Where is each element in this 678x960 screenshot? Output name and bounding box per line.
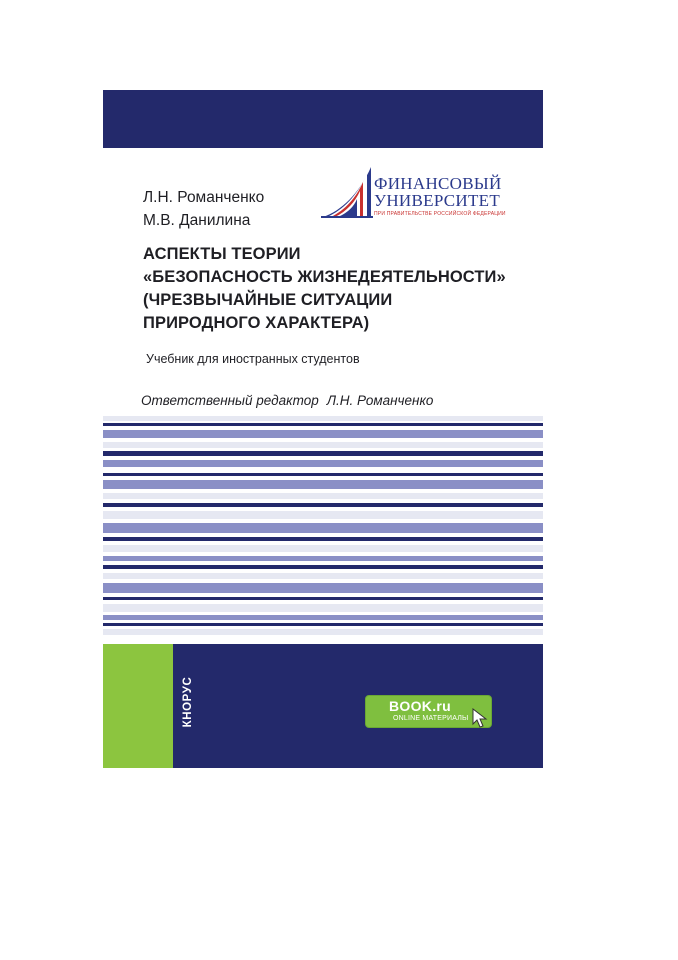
stripe [103,503,543,507]
editor-label: Ответственный редактор [141,393,319,408]
stripe [103,493,543,499]
badge-subtitle: ONLINE МАТЕРИАЛЫ [393,715,469,722]
stripe [103,629,543,635]
stripe [103,573,543,579]
stripe [103,537,543,541]
title-line-3: (ЧРЕЗВЫЧАЙНЫЕ СИТУАЦИИ [143,291,393,309]
green-block [103,644,173,768]
cursor-icon [471,708,489,730]
editor-credit [141,393,433,408]
university-logo [321,164,511,220]
author-1: Л.Н. Романченко [143,189,265,206]
logo-emblem-icon [321,164,381,220]
stripe [103,556,543,561]
editor-name: Л.Н. Романченко [326,393,434,408]
stripe [103,423,543,426]
subtitle: Учебник для иностранных студентов [146,352,360,366]
stripe [103,545,543,552]
title-line-2: «БЕЗОПАСНОСТЬ ЖИЗНЕДЕЯТЕЛЬНОСТИ» [143,268,506,286]
stripe [103,460,543,467]
logo-line-3: ПРИ ПРАВИТЕЛЬСТВЕ РОССИЙСКОЙ ФЕДЕРАЦИИ [374,211,506,217]
top-band [103,90,543,148]
logo-line-2: УНИВЕРСИТЕТ [374,191,501,210]
stripe [103,523,543,533]
stripe [103,597,543,600]
publisher-logo [177,672,199,732]
badge-brand: BOOK.ru [389,698,451,714]
stripe [103,442,543,448]
stripe [103,583,543,593]
publisher-name: КНОРУС [182,676,194,728]
stripe [103,480,543,489]
stripe [103,416,543,421]
stripe [103,430,543,438]
authors [143,186,264,232]
book-title [143,243,506,335]
stripe [103,473,543,476]
title-line-4: ПРИРОДНОГО ХАРАКТЕРА) [143,314,370,332]
logo-line-1: ФИНАНСОВЫЙ [374,174,502,193]
bottom-band [103,644,543,768]
book-cover [103,90,543,768]
title-line-1: АСПЕКТЫ ТЕОРИИ [143,245,301,263]
stripe [103,511,543,519]
stripe [103,615,543,620]
stripe [103,623,543,626]
decorative-stripes [103,416,543,636]
stripe [103,565,543,569]
stripe [103,451,543,456]
author-2: М.В. Данилина [143,212,251,229]
stripe [103,604,543,612]
